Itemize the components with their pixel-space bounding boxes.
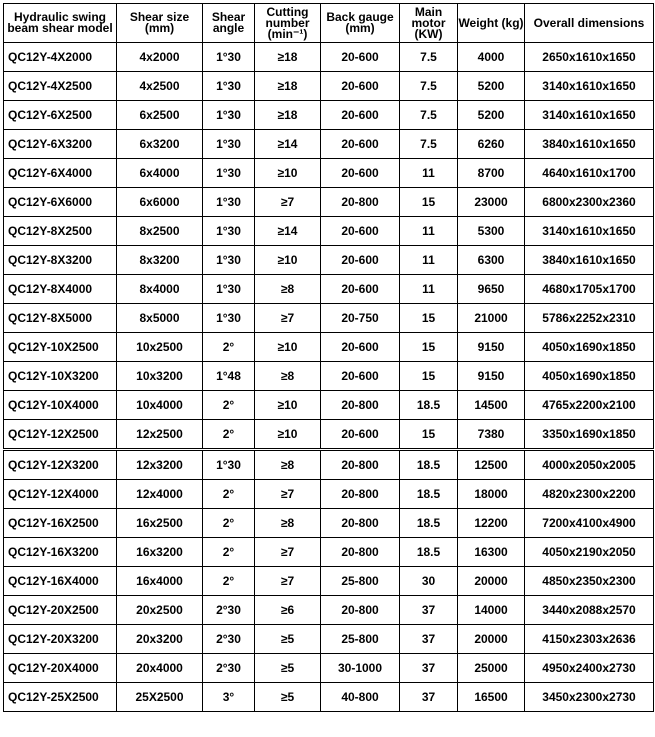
cell-shear-angle: 3°	[203, 683, 255, 712]
cell-model: QC12Y-6X2500	[4, 101, 117, 130]
cell-overall-dimensions: 3440x2088x2570	[525, 596, 654, 625]
cell-overall-dimensions: 4050x1690x1850	[525, 362, 654, 391]
cell-shear-angle: 1°30	[203, 159, 255, 188]
cell-back-gauge: 40-800	[321, 683, 400, 712]
table-row	[4, 538, 654, 567]
cell-overall-dimensions: 3450x2300x2730	[525, 683, 654, 712]
cell-overall-dimensions: 3840x1610x1650	[525, 246, 654, 275]
cell-overall-dimensions: 4765x2200x2100	[525, 391, 654, 420]
table-row	[4, 217, 654, 246]
header-cutting-number: Cutting number (min⁻¹)	[255, 4, 321, 43]
cell-shear-angle: 1°30	[203, 217, 255, 246]
cell-shear-angle: 2°30	[203, 654, 255, 683]
cell-overall-dimensions: 3140x1610x1650	[525, 72, 654, 101]
cell-model: QC12Y-16X2500	[4, 509, 117, 538]
cell-shear-size: 10x3200	[117, 362, 203, 391]
table-row	[4, 72, 654, 101]
cell-main-motor: 37	[400, 683, 458, 712]
cell-model: QC12Y-20X2500	[4, 596, 117, 625]
cell-main-motor: 30	[400, 567, 458, 596]
cell-back-gauge: 20-800	[321, 509, 400, 538]
cell-back-gauge: 25-800	[321, 567, 400, 596]
cell-shear-angle: 2°	[203, 567, 255, 596]
cell-weight: 4000	[458, 43, 525, 72]
cell-cutting-number: ≥10	[255, 420, 321, 449]
cell-cutting-number: ≥10	[255, 159, 321, 188]
cell-model: QC12Y-8X2500	[4, 217, 117, 246]
cell-main-motor: 15	[400, 188, 458, 217]
cell-weight: 9650	[458, 275, 525, 304]
cell-main-motor: 18.5	[400, 509, 458, 538]
cell-main-motor: 37	[400, 654, 458, 683]
cell-shear-angle: 1°30	[203, 101, 255, 130]
cell-weight: 25000	[458, 654, 525, 683]
table-header	[4, 4, 654, 43]
cell-weight: 7380	[458, 420, 525, 449]
cell-model: QC12Y-16X4000	[4, 567, 117, 596]
cell-model: QC12Y-6X3200	[4, 130, 117, 159]
cell-model: QC12Y-10X2500	[4, 333, 117, 362]
table-row	[4, 480, 654, 509]
cell-cutting-number: ≥7	[255, 538, 321, 567]
cell-shear-angle: 2°	[203, 333, 255, 362]
cell-main-motor: 7.5	[400, 101, 458, 130]
cell-shear-angle: 1°30	[203, 43, 255, 72]
cell-shear-angle: 2°30	[203, 625, 255, 654]
cell-weight: 14500	[458, 391, 525, 420]
cell-shear-angle: 1°30	[203, 188, 255, 217]
cell-weight: 20000	[458, 567, 525, 596]
cell-cutting-number: ≥18	[255, 101, 321, 130]
cell-back-gauge: 20-600	[321, 420, 400, 449]
cell-shear-size: 25X2500	[117, 683, 203, 712]
cell-cutting-number: ≥6	[255, 596, 321, 625]
cell-main-motor: 11	[400, 246, 458, 275]
table-body-bottom	[4, 451, 654, 712]
cell-model: QC12Y-6X6000	[4, 188, 117, 217]
table-row	[4, 130, 654, 159]
cell-model: QC12Y-8X5000	[4, 304, 117, 333]
cell-main-motor: 18.5	[400, 451, 458, 480]
cell-shear-size: 16x3200	[117, 538, 203, 567]
cell-cutting-number: ≥8	[255, 509, 321, 538]
cell-cutting-number: ≥18	[255, 43, 321, 72]
header-main-motor: Main motor (KW)	[400, 4, 458, 43]
header-row	[4, 4, 654, 43]
cell-shear-size: 8x4000	[117, 275, 203, 304]
table-row	[4, 333, 654, 362]
cell-shear-angle: 2°	[203, 509, 255, 538]
cell-weight: 16300	[458, 538, 525, 567]
cell-weight: 23000	[458, 188, 525, 217]
cell-overall-dimensions: 4050x2190x2050	[525, 538, 654, 567]
header-back-gauge: Back gauge (mm)	[321, 4, 400, 43]
cell-weight: 5200	[458, 72, 525, 101]
cell-main-motor: 15	[400, 362, 458, 391]
table-row	[4, 451, 654, 480]
cell-weight: 5200	[458, 101, 525, 130]
cell-back-gauge: 20-750	[321, 304, 400, 333]
cell-back-gauge: 20-600	[321, 333, 400, 362]
cell-main-motor: 18.5	[400, 480, 458, 509]
cell-model: QC12Y-12X3200	[4, 451, 117, 480]
cell-weight: 8700	[458, 159, 525, 188]
cell-shear-angle: 1°30	[203, 275, 255, 304]
cell-back-gauge: 20-600	[321, 217, 400, 246]
cell-cutting-number: ≥8	[255, 275, 321, 304]
cell-model: QC12Y-10X3200	[4, 362, 117, 391]
cell-cutting-number: ≥8	[255, 362, 321, 391]
cell-back-gauge: 30-1000	[321, 654, 400, 683]
table-row	[4, 567, 654, 596]
cell-main-motor: 37	[400, 625, 458, 654]
cell-weight: 12200	[458, 509, 525, 538]
header-model: Hydraulic swing beam shear model	[4, 4, 117, 43]
cell-main-motor: 7.5	[400, 43, 458, 72]
cell-overall-dimensions: 4640x1610x1700	[525, 159, 654, 188]
shear-spec-table	[3, 3, 654, 712]
cell-weight: 12500	[458, 451, 525, 480]
cell-cutting-number: ≥5	[255, 625, 321, 654]
cell-cutting-number: ≥18	[255, 72, 321, 101]
cell-model: QC12Y-16X3200	[4, 538, 117, 567]
cell-shear-size: 8x2500	[117, 217, 203, 246]
cell-shear-size: 12x4000	[117, 480, 203, 509]
cell-weight: 5300	[458, 217, 525, 246]
cell-cutting-number: ≥10	[255, 391, 321, 420]
cell-main-motor: 7.5	[400, 130, 458, 159]
cell-shear-size: 20x2500	[117, 596, 203, 625]
cell-weight: 20000	[458, 625, 525, 654]
table-row	[4, 391, 654, 420]
cell-back-gauge: 20-600	[321, 275, 400, 304]
cell-shear-size: 12x2500	[117, 420, 203, 449]
cell-main-motor: 11	[400, 217, 458, 246]
cell-shear-size: 8x3200	[117, 246, 203, 275]
cell-cutting-number: ≥5	[255, 654, 321, 683]
cell-weight: 18000	[458, 480, 525, 509]
cell-model: QC12Y-4X2500	[4, 72, 117, 101]
cell-shear-size: 6x2500	[117, 101, 203, 130]
cell-model: QC12Y-20X3200	[4, 625, 117, 654]
cell-weight: 6260	[458, 130, 525, 159]
cell-back-gauge: 20-600	[321, 159, 400, 188]
cell-shear-size: 12x3200	[117, 451, 203, 480]
cell-shear-angle: 1°30	[203, 130, 255, 159]
cell-shear-angle: 2°	[203, 391, 255, 420]
cell-cutting-number: ≥7	[255, 304, 321, 333]
cell-model: QC12Y-6X4000	[4, 159, 117, 188]
cell-back-gauge: 20-600	[321, 130, 400, 159]
cell-model: QC12Y-12X2500	[4, 420, 117, 449]
cell-shear-angle: 2°30	[203, 596, 255, 625]
cell-overall-dimensions: 3140x1610x1650	[525, 101, 654, 130]
cell-back-gauge: 20-800	[321, 451, 400, 480]
cell-cutting-number: ≥7	[255, 480, 321, 509]
cell-cutting-number: ≥7	[255, 567, 321, 596]
cell-main-motor: 15	[400, 333, 458, 362]
cell-weight: 14000	[458, 596, 525, 625]
cell-overall-dimensions: 4050x1690x1850	[525, 333, 654, 362]
cell-model: QC12Y-20X4000	[4, 654, 117, 683]
cell-overall-dimensions: 4150x2303x2636	[525, 625, 654, 654]
cell-weight: 16500	[458, 683, 525, 712]
cell-back-gauge: 25-800	[321, 625, 400, 654]
cell-back-gauge: 20-600	[321, 246, 400, 275]
cell-model: QC12Y-25X2500	[4, 683, 117, 712]
cell-cutting-number: ≥10	[255, 246, 321, 275]
cell-shear-size: 4x2000	[117, 43, 203, 72]
cell-shear-size: 10x4000	[117, 391, 203, 420]
cell-cutting-number: ≥5	[255, 683, 321, 712]
cell-main-motor: 15	[400, 420, 458, 449]
cell-shear-angle: 1°30	[203, 72, 255, 101]
cell-main-motor: 15	[400, 304, 458, 333]
cell-back-gauge: 20-600	[321, 101, 400, 130]
cell-weight: 6300	[458, 246, 525, 275]
cell-shear-angle: 2°	[203, 480, 255, 509]
cell-main-motor: 18.5	[400, 391, 458, 420]
cell-shear-size: 20x3200	[117, 625, 203, 654]
header-shear-angle: Shear angle	[203, 4, 255, 43]
cell-weight: 21000	[458, 304, 525, 333]
cell-shear-angle: 2°	[203, 538, 255, 567]
cell-back-gauge: 20-600	[321, 43, 400, 72]
cell-shear-angle: 1°30	[203, 304, 255, 333]
cell-shear-angle: 1°30	[203, 451, 255, 480]
cell-shear-angle: 1°48	[203, 362, 255, 391]
cell-back-gauge: 20-600	[321, 362, 400, 391]
cell-back-gauge: 20-800	[321, 596, 400, 625]
cell-shear-size: 6x6000	[117, 188, 203, 217]
cell-overall-dimensions: 4000x2050x2005	[525, 451, 654, 480]
cell-overall-dimensions: 2650x1610x1650	[525, 43, 654, 72]
cell-shear-size: 16x2500	[117, 509, 203, 538]
cell-main-motor: 7.5	[400, 72, 458, 101]
cell-model: QC12Y-8X3200	[4, 246, 117, 275]
cell-shear-size: 16x4000	[117, 567, 203, 596]
cell-cutting-number: ≥7	[255, 188, 321, 217]
table-body-top	[4, 43, 654, 449]
header-shear-size: Shear size (mm)	[117, 4, 203, 43]
cell-shear-size: 20x4000	[117, 654, 203, 683]
cell-cutting-number: ≥10	[255, 333, 321, 362]
cell-cutting-number: ≥14	[255, 217, 321, 246]
table-row	[4, 188, 654, 217]
table-row	[4, 275, 654, 304]
cell-back-gauge: 20-800	[321, 538, 400, 567]
cell-shear-size: 8x5000	[117, 304, 203, 333]
cell-shear-angle: 1°30	[203, 246, 255, 275]
cell-main-motor: 37	[400, 596, 458, 625]
table-row	[4, 101, 654, 130]
table-row	[4, 246, 654, 275]
cell-overall-dimensions: 3350x1690x1850	[525, 420, 654, 449]
cell-model: QC12Y-10X4000	[4, 391, 117, 420]
cell-overall-dimensions: 7200x4100x4900	[525, 509, 654, 538]
cell-shear-size: 6x4000	[117, 159, 203, 188]
cell-weight: 9150	[458, 362, 525, 391]
cell-shear-angle: 2°	[203, 420, 255, 449]
table-row	[4, 654, 654, 683]
cell-model: QC12Y-8X4000	[4, 275, 117, 304]
cell-overall-dimensions: 3140x1610x1650	[525, 217, 654, 246]
cell-back-gauge: 20-800	[321, 480, 400, 509]
table-row	[4, 159, 654, 188]
table-row	[4, 304, 654, 333]
cell-main-motor: 18.5	[400, 538, 458, 567]
table-row	[4, 43, 654, 72]
table-row	[4, 596, 654, 625]
cell-weight: 9150	[458, 333, 525, 362]
cell-main-motor: 11	[400, 159, 458, 188]
cell-model: QC12Y-4X2000	[4, 43, 117, 72]
cell-overall-dimensions: 4820x2300x2200	[525, 480, 654, 509]
table-row	[4, 509, 654, 538]
cell-main-motor: 11	[400, 275, 458, 304]
cell-shear-size: 10x2500	[117, 333, 203, 362]
cell-cutting-number: ≥14	[255, 130, 321, 159]
header-weight: Weight (kg)	[458, 4, 525, 43]
cell-back-gauge: 20-600	[321, 72, 400, 101]
cell-overall-dimensions: 4950x2400x2730	[525, 654, 654, 683]
cell-overall-dimensions: 5786x2252x2310	[525, 304, 654, 333]
cell-model: QC12Y-12X4000	[4, 480, 117, 509]
cell-overall-dimensions: 4850x2350x2300	[525, 567, 654, 596]
cell-back-gauge: 20-800	[321, 391, 400, 420]
table-row	[4, 420, 654, 449]
table-row	[4, 625, 654, 654]
cell-overall-dimensions: 6800x2300x2360	[525, 188, 654, 217]
table-row	[4, 362, 654, 391]
cell-shear-size: 4x2500	[117, 72, 203, 101]
cell-cutting-number: ≥8	[255, 451, 321, 480]
cell-overall-dimensions: 3840x1610x1650	[525, 130, 654, 159]
header-overall-dimensions: Overall dimensions	[525, 4, 654, 43]
table-row	[4, 683, 654, 712]
cell-shear-size: 6x3200	[117, 130, 203, 159]
cell-back-gauge: 20-800	[321, 188, 400, 217]
cell-overall-dimensions: 4680x1705x1700	[525, 275, 654, 304]
